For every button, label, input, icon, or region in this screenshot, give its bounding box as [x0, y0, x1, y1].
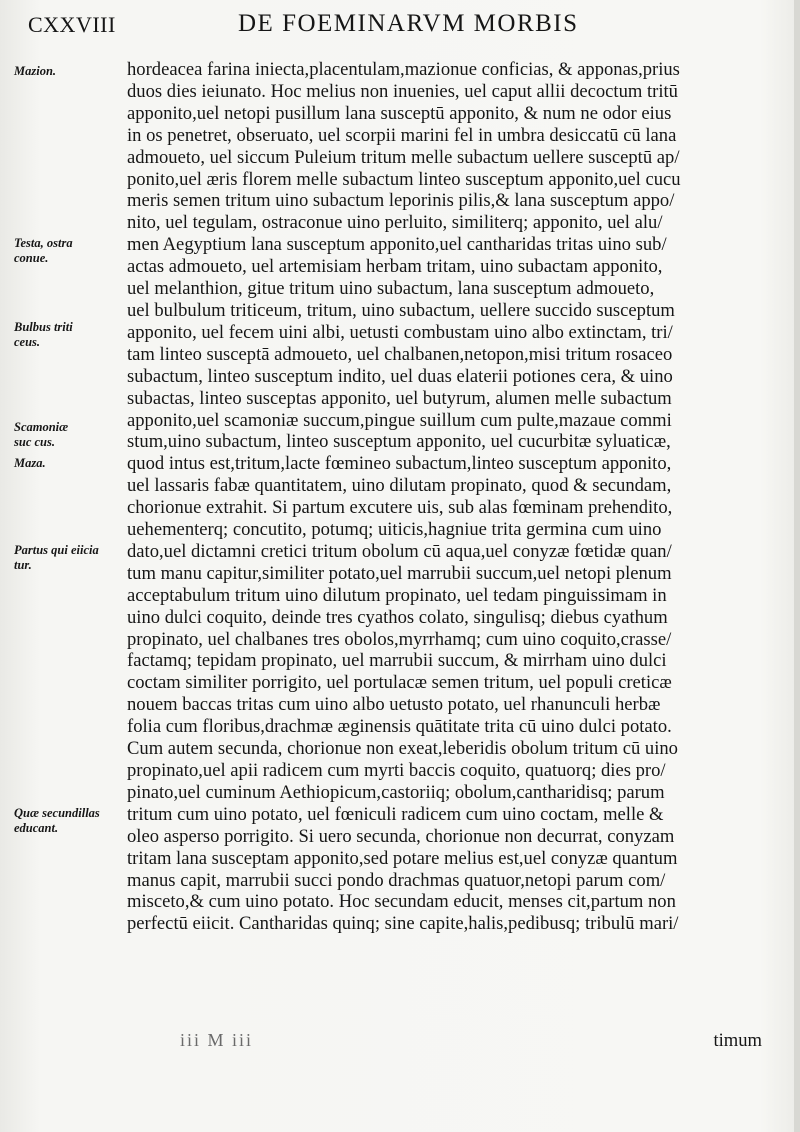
folio-number: CXXVIII [28, 12, 116, 37]
text-line: manus capit, marrubii succi pondo drachmas quatuor,netopi parum com/ [127, 869, 666, 891]
text-line: subactas, linteo susceptas apponito, uel butyrum, alumen melle subactum [127, 387, 672, 409]
text-line: uel lassaris fabæ quantitatem, uino dilutam propinato, quod & secundam, [127, 475, 672, 497]
text-line: actas admoueto, uel artemisiam herbam tritam, uino subactam apponito, [127, 256, 663, 278]
text-line: duos dies ieiunato. Hoc melius non inuenies, uel caput allii decoctum tritū [127, 80, 678, 102]
text-line: quod intus est,tritum,lacte fœmineo subactum,linteo susceptum apponito, [127, 453, 672, 475]
text-line: dato,uel dictamni cretici tritum obolum cū aqua,uel conyzæ fœtidæ quan/ [127, 540, 672, 562]
text-line: propinato, uel chalbanes tres obolos,myrrhamq; cum uino coquito,crasse/ [127, 628, 672, 650]
text-line: meris semen tritum uino subactum leporinis pilis,& lana susceptum appo/ [127, 190, 675, 212]
text-line: men Aegyptium lana susceptum apponito,uel cantharidas tritas uino sub/ [127, 234, 667, 256]
text-line: factamq; tepidam propinato, uel marrubii succum, & mirrham uino dulci [127, 650, 667, 672]
text-line: apponito,uel scamoniæ succum,pingue suillum cum pulte,mazaue commi [127, 409, 672, 431]
text-line: propinato,uel apii radicem cum myrti baccis coquito, quatuorq; dies pro/ [127, 760, 666, 781]
text-line: apponito,uel netopi pusillum lana susceptū apponito, & num ne odor eius [127, 102, 672, 124]
text-line: admoueto, uel siccum Puleium tritum melle subactum uellere susceptū ap/ [127, 146, 680, 168]
margin-note-mazion: Mazion. [14, 64, 57, 78]
text-line: uehementerq; concutito, potumq; uiticis,hagniue trita germina cum uino [127, 519, 662, 541]
text-line: acceptabulum tritum uino dilutum propinato, uel tedam pinguissimam in [127, 584, 667, 606]
text-line: nito, uel tegulam, ostraconue uino perluito, similiterq; apponito, uel alu/ [127, 212, 663, 234]
text-line: nouem baccas tritas cum uino albo uetusto potato, uel rhanunculi herbæ [127, 694, 661, 716]
text-line: tum manu capitur,similiter potato,uel marrubii succum,uel netopi plenum [127, 562, 672, 584]
text-line: uino dulci coquito, deinde tres cyathos colato, singulisq; diebus cyathum [127, 606, 668, 628]
page-edge-shadow [794, 0, 800, 1132]
text-line: tritam lana susceptam apponito,sed potare melius est,uel conyzæ quantum [127, 847, 678, 869]
text-line: oleo asperso porrigito. Si uero secunda, chorionue non decurrat, conyzam [127, 825, 675, 847]
text-line: pinato,uel cuminum Aethiopicum,castoriiq; obolum,cantharidisq; parum [127, 781, 665, 803]
margin-note-scamonia: Scamoniæ suc cus. [14, 420, 69, 449]
margin-note-partus: Partus qui eiicia tur. [14, 543, 99, 572]
text-line: apponito, uel fecem uini albi, uetusti combustam uino albo extinctam, tri/ [127, 321, 673, 343]
text-line: uel melanthion, gitue tritum uino subactum, lana susceptum admoueto, [127, 278, 655, 300]
signature-mark: iii M iii [180, 1030, 254, 1050]
text-line: folia cum floribus,drachmæ æginensis quātitate trita cū uino dulci potato. [127, 716, 672, 738]
text-line: Cum autem secunda, chorionue non exeat,leberidis obolum tritum cū uino [127, 738, 678, 760]
text-line: uel bulbulum triticeum, tritum, uino subactum, uellere succido susceptum [127, 299, 675, 321]
text-line: subactum, linteo susceptum indito, uel duas elaterii potiones cera, & uino [127, 365, 673, 387]
running-title: DE FOEMINARVM MORBIS [238, 10, 579, 37]
margin-note-maza: Maza. [14, 456, 46, 470]
body-text [127, 59, 775, 935]
margin-note-bulbus: Bulbus triti ceus. [14, 320, 73, 349]
text-line: hordeacea farina iniecta,placentulam,mazionue conficias, & apponas,prius [127, 59, 680, 80]
text-line: chorionue extrahit. Si partum excutere uis, sub alas fœminam prehendito, [127, 497, 673, 519]
text-line: tam linteo susceptā admoueto, uel chalbanen,netopon,misi tritum rosaceo [127, 343, 673, 365]
text-line: tritum cum uino potato, uel fœniculi radicem cum uino coctam, melle & [127, 803, 664, 825]
text-line: in os penetret, obseruato, uel scorpii marini fel in umbra desiccatū cū lana [127, 124, 677, 146]
text-line: perfectū eiicit. Cantharidas quinq; sine capite,halis,pedibusq; tribulū mari/ [127, 913, 679, 935]
text-line: misceto,& cum uino potato. Hoc secundam educit, menses cit,partum non [127, 891, 676, 913]
margin-note-testa: Testa, ostra conue. [14, 236, 73, 265]
text-line: coctam similiter porrigito, uel portulacæ semen tritum, uel populi creticæ [127, 672, 672, 694]
text-line: ponito,uel æris florem melle subactum linteo susceptum apponito,uel cucu [127, 168, 681, 190]
text-line: stum,uino subactum, linteo susceptum apponito, uel cucurbitæ syluaticæ, [127, 431, 671, 453]
catchword: timum [713, 1030, 762, 1051]
margin-note-secundas: Quæ secundillas educant. [14, 806, 100, 835]
